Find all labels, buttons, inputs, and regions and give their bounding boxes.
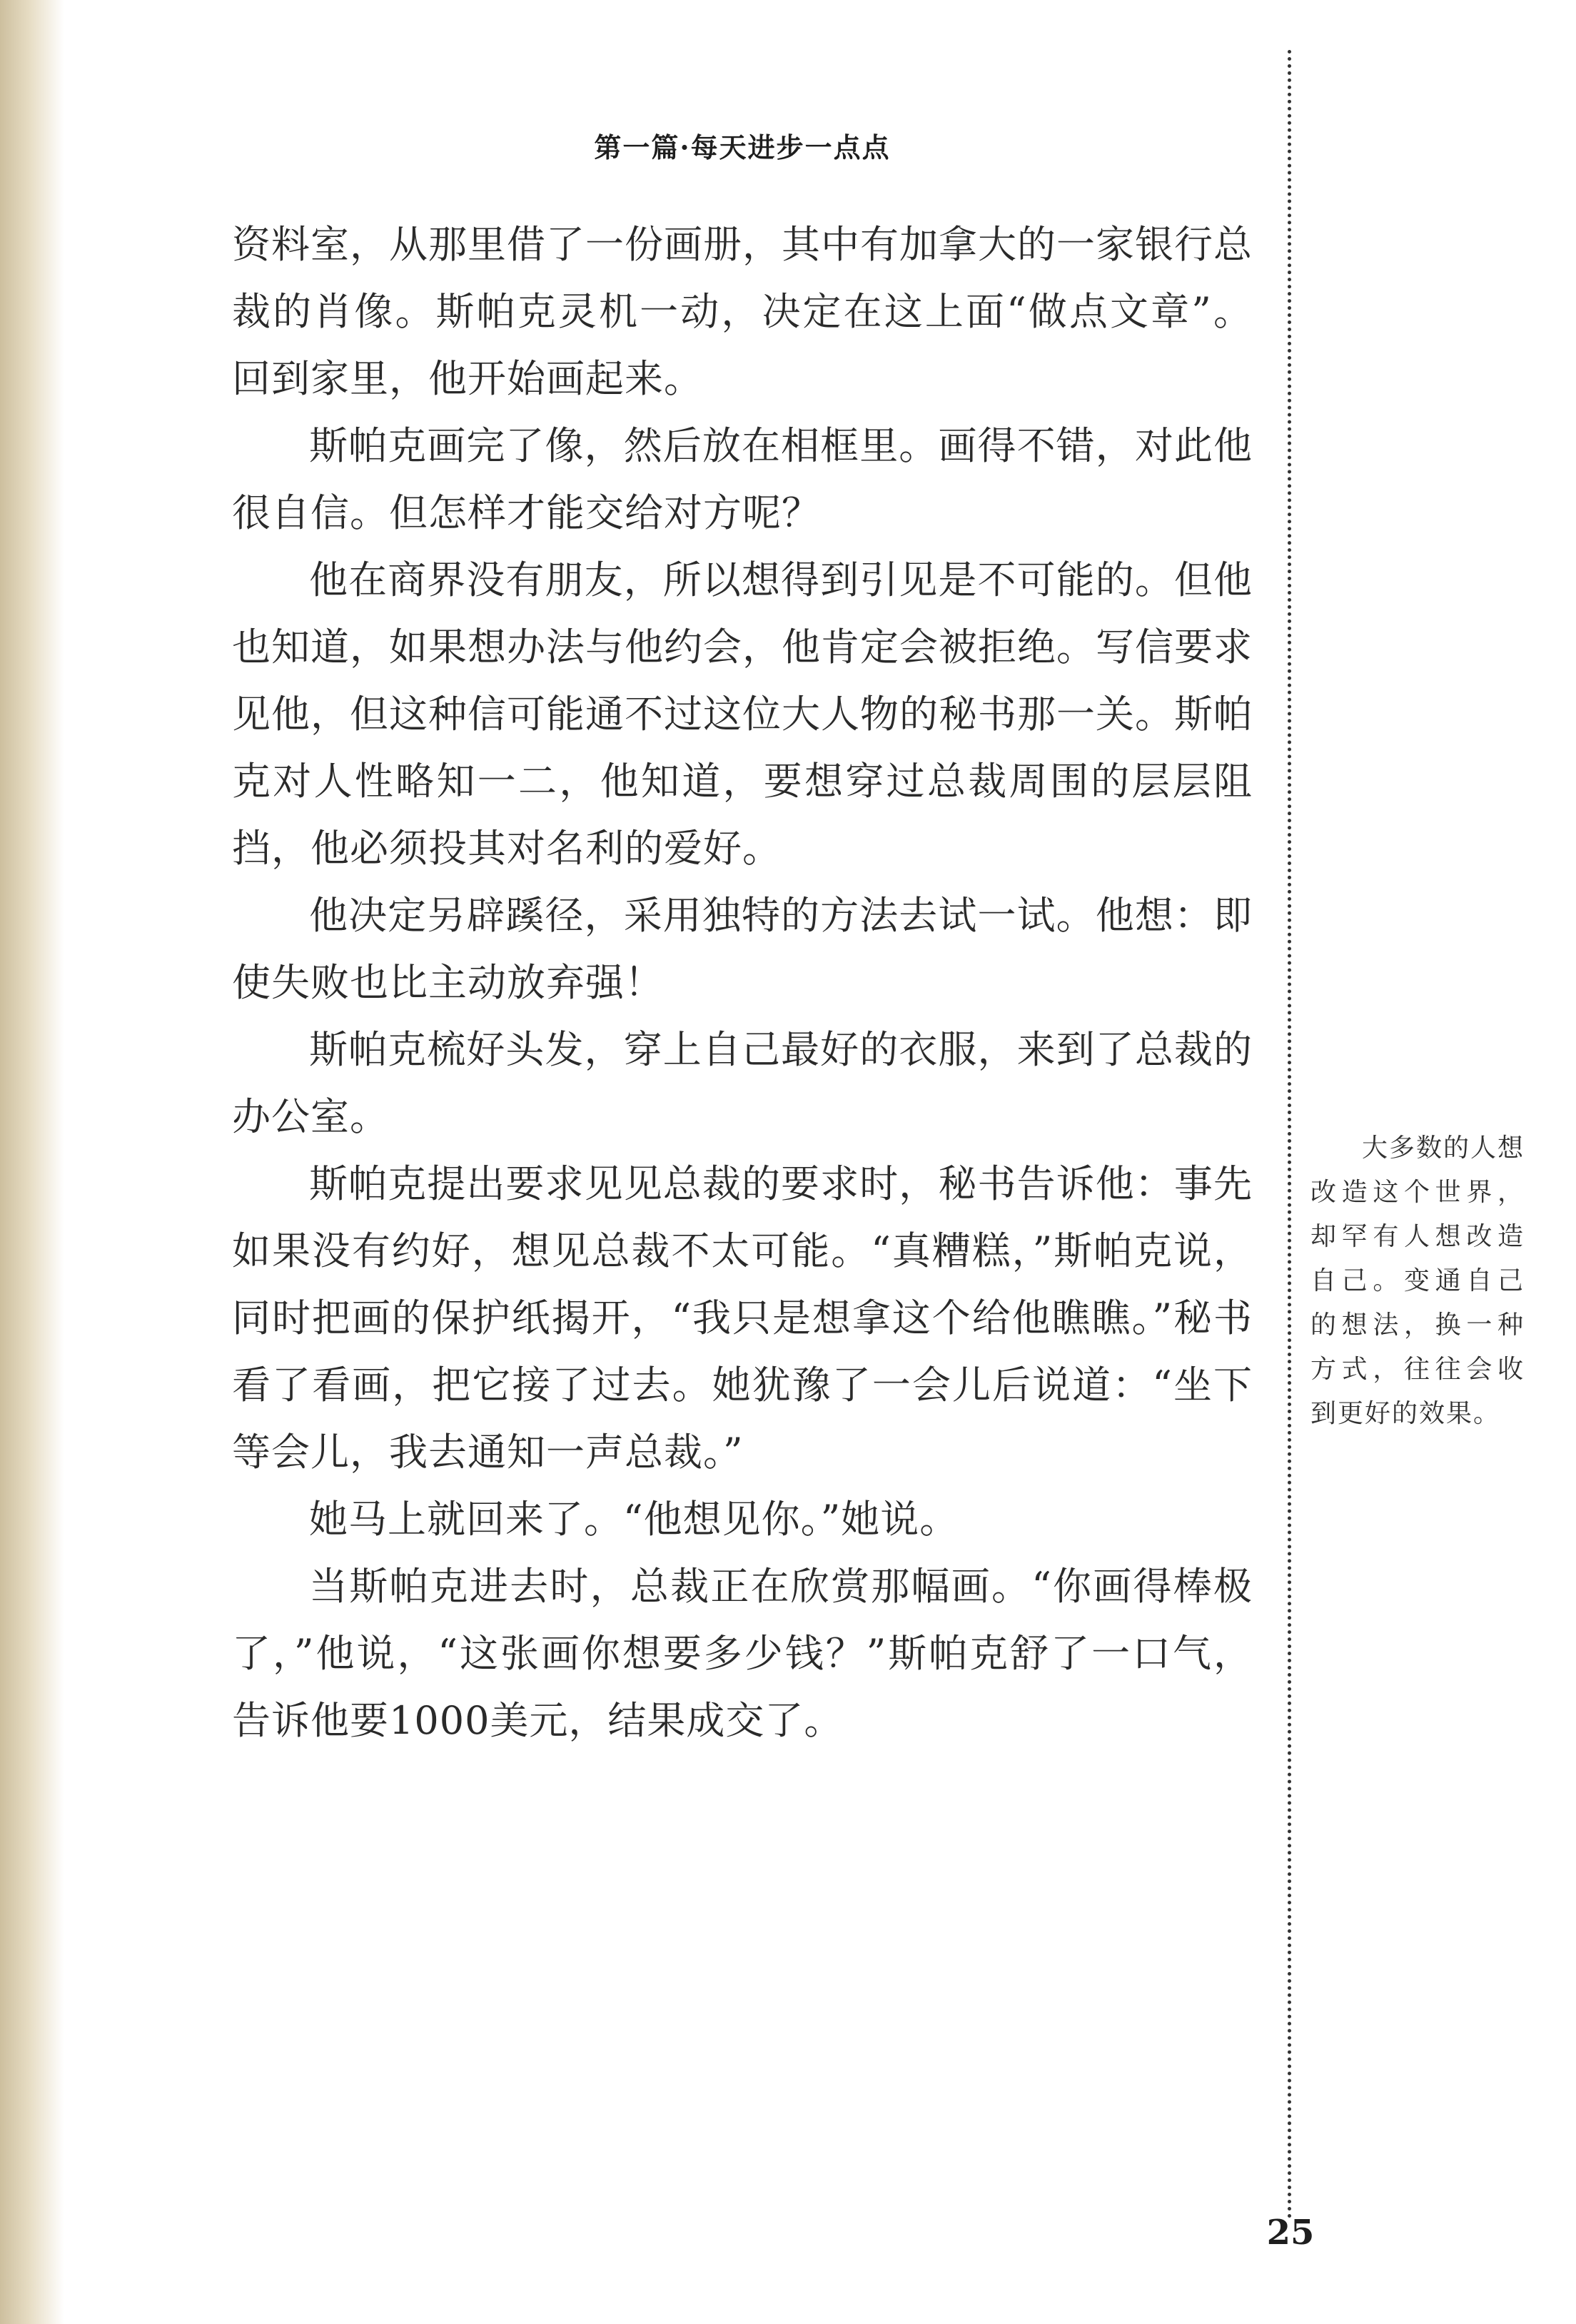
- paragraph-2: 斯帕克画完了像，然后放在相框里。画得不错，对此他很自信。但怎样才能交给对方呢？: [232, 423, 1253, 535]
- margin-note: [1310, 1126, 1525, 1436]
- page-gutter-shadow: [0, 0, 64, 2324]
- main-text: [232, 211, 1253, 1754]
- paragraph-5: 斯帕克梳好头发，穿上自己最好的衣服，来到了总裁的办公室。: [232, 1027, 1253, 1139]
- paragraph-3: 他在商界没有朋友，所以想得到引见是不可能的。但他也知道，如果想办法与他约会，他肯定会被拒绝。写信要求见他，但这种信可能通不过这位大人物的秘书那一关。斯帕克对人性略知一二，他知道，要想穿过总裁周围的层层阻挡，他必须投其对名利的爱好。: [232, 557, 1253, 871]
- paragraph-6: 斯帕克提出要求见见总裁的要求时，秘书告诉他：事先如果没有约好，想见总裁不太可能。“真糟糕，”斯帕克说，同时把画的保护纸揭开，“我只是想拿这个给他瞧瞧。”秘书看了看画，把它接了过去。她犹豫了一会儿后说道：“坐下等会儿，我去通知一声总裁。”: [232, 1161, 1253, 1475]
- paragraph-4: 他决定另辟蹊径，采用独特的方法去试一试。他想：即使失败也比主动放弃强！: [232, 893, 1253, 1005]
- paragraph-8: 当斯帕克进去时，总裁正在欣赏那幅画。“你画得棒极了，”他说，“这张画你想要多少钱？”斯帕克舒了一口气，告诉他要1000美元，结果成交了。: [232, 1564, 1253, 1743]
- paragraph-1: 资料室，从那里借了一份画册，其中有加拿大的一家银行总裁的肖像。斯帕克灵机一动，决定在这上面“做点文章”。回到家里，他开始画起来。: [232, 222, 1253, 401]
- running-header: 第一篇·每天进步一点点: [594, 131, 891, 163]
- margin-divider: [1288, 50, 1291, 2220]
- margin-note-text: 大多数的人想改造这个世界，却罕有人想改造自己。变通自己的想法，换一种方式，往往会收到更好的效果。: [1310, 1133, 1525, 1428]
- page-number: 25: [1266, 2213, 1315, 2253]
- paragraph-7: 她马上就回来了。“他想见你。”她说。: [309, 1497, 959, 1542]
